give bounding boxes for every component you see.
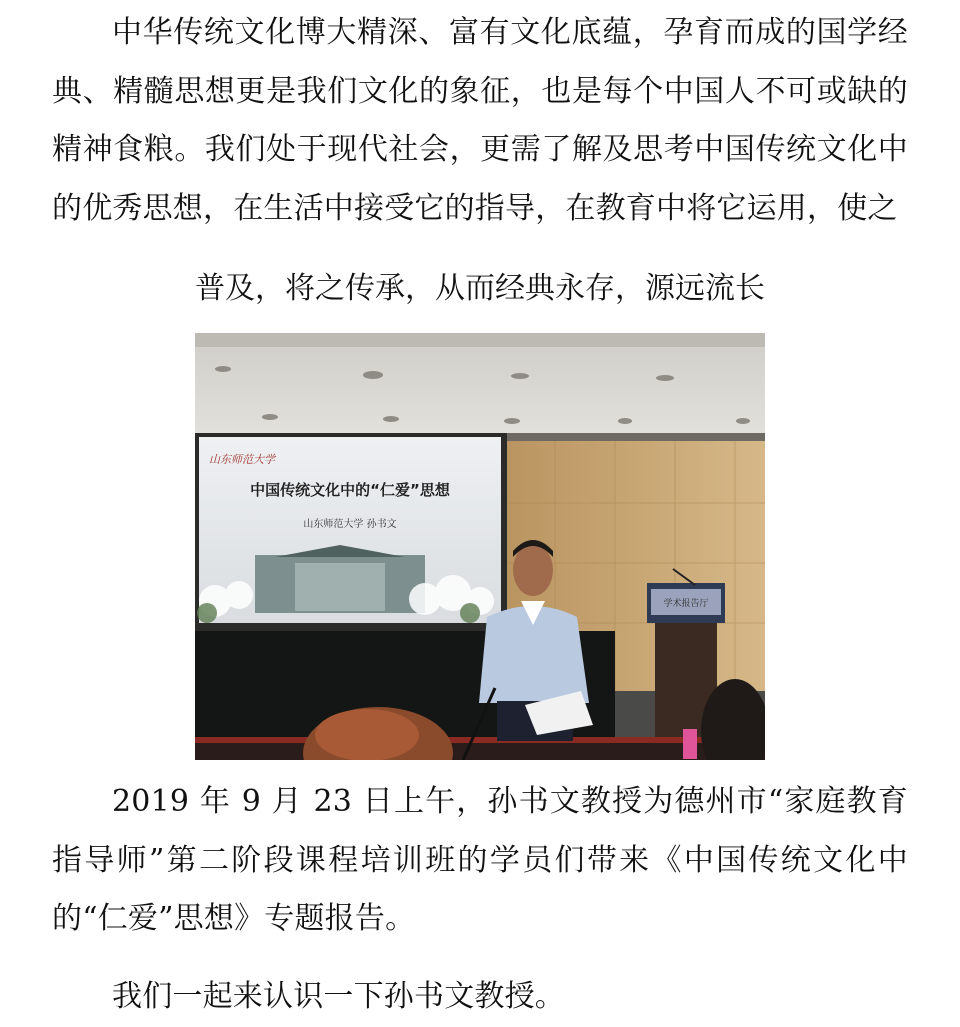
- lecture-photo: [195, 333, 765, 760]
- intro-paragraph-last-line: 普及，将之传承，从而经典永存，源远流长: [195, 271, 765, 306]
- report-paragraph: 2019 年 9 月 23 日上午，孙书文教授为德州市“家庭教育指导师”第二阶段课程培训班的学员们带来《中国传统文化中的“仁爱”思想》专题报告。: [52, 784, 908, 936]
- closing-paragraph: 我们一起来认识一下孙书文教授。: [112, 979, 565, 1014]
- intro-paragraph: 中华传统文化博大精深、富有文化底蕴，孕育而成的国学经典、精髓思想更是我们文化的象征，也是每个中国人不可或缺的精神食粮。我们处于现代社会，更需了解及思考中国传统文化中的优秀思想，在生活中接受它的指导，在教育中将它运用，使之: [52, 15, 908, 226]
- podium-label: 学术报告厅: [663, 599, 709, 609]
- slide-title: 中国传统文化中的“仁爱”思想: [250, 481, 450, 499]
- slide-subtitle: 山东师范大学 孙书文: [303, 519, 397, 530]
- slide-logo: 山东师范大学: [209, 454, 275, 466]
